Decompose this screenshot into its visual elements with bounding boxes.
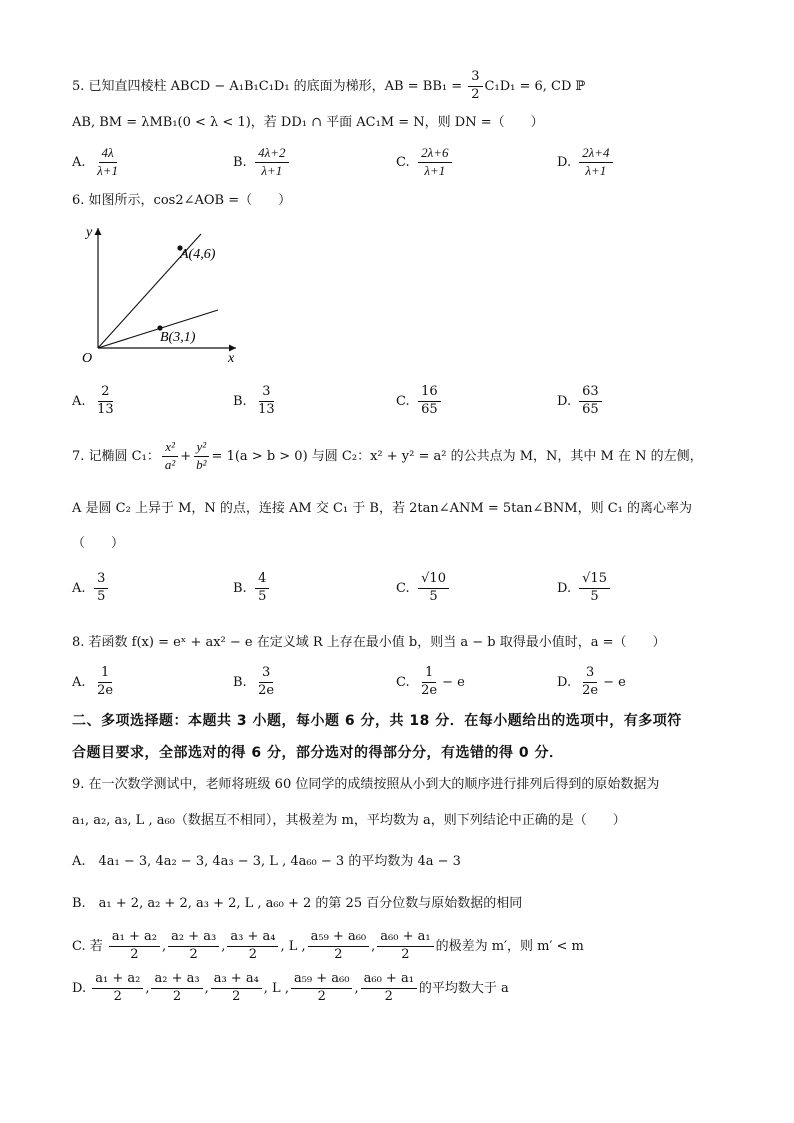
frac-den: 2 [334,946,343,962]
frac-den: 2 [401,946,410,962]
option-letter: D. [557,674,572,690]
frac-den: λ+1 [424,162,446,178]
option-fraction [418,666,440,699]
q7-line1-prefix: 7. 记椭圆 C₁： [72,448,160,464]
frac-num: 1 [98,666,112,683]
option-tail: − e [603,674,626,690]
frac-num: a₁ + a₂ [92,972,143,989]
option-fraction [94,666,116,699]
frac-den: 2 [113,988,122,1004]
frac-den: 5 [429,588,438,604]
frac-den: 2 [248,946,258,962]
q9-line2: a₁, a₂, a₃, L , a₆₀（数据互不相同），其极差为 m，平均数为 a，则下列结论中正确的是（ ） [72,813,626,828]
frac-num: a₁ + a₂ [109,930,160,947]
option-fraction [94,385,117,418]
frac-num: a₆₀ + a₁ [377,930,433,947]
frac-num: 4λ [99,146,117,163]
ellipsis: , L , [280,938,306,954]
q9-line1: 9. 在一次数学测试中，老师将班级 60 位同学的成绩按照从小到大的顺序进行排列后得到的原始数据为 [72,777,660,792]
frac-den: 2 [232,988,241,1004]
option-fraction [255,572,269,605]
frac-den: 2e [97,682,114,698]
q7-option-a [72,572,110,605]
option-fraction [579,572,610,605]
q7-option-b [233,572,271,605]
q5-line1-tail: C₁D₁ = 6, CD ℙ [484,78,586,94]
frac-den: 13 [97,401,114,417]
q6-option-a [72,385,119,418]
option-letter: B. [233,154,247,170]
option-fraction [579,385,602,418]
option-letter: D. [557,154,572,170]
origin-label: O [82,351,93,366]
option-fraction [418,146,451,179]
section2-heading-line1: 二、多项选择题：本题共 3 小题，每小题 6 分，共 18 分．在每小题给出的选项中，有多项符 [72,713,682,729]
q7-line1-suffix: = 1(a > b > 0) 与圆 C₂：x² + y² = a² 的公共点为 M，N，其中 M 在 N 的左侧， [211,448,703,464]
q6-option-d [557,385,604,418]
option-letter: C. [396,580,410,596]
y-axis-label: y [86,225,93,240]
frac-num: 4λ+2 [255,146,288,163]
option-fraction [255,666,277,699]
option-letter: B. [233,580,247,596]
frac-num: 2λ+4 [579,146,612,163]
frac-num: a₆₀ + a₁ [361,972,417,989]
option-fraction [255,385,278,418]
ellipsis: , L , [263,980,289,996]
q7-x-frac [162,440,178,473]
frac-den: 13 [258,401,275,417]
frac-den: 2 [189,946,198,962]
q5-frac-num: 3 [468,70,482,87]
option-fraction [94,146,121,179]
frac-den: 2e [421,682,438,698]
q5-option-d [557,146,615,179]
q5-line1-text: 5. 已知直四棱柱 ABCD − A₁B₁C₁D₁ 的底面为梯形，AB = BB₁ = [72,78,467,94]
x-axis-label: x [228,351,235,366]
q7-line3: （ ） [72,536,125,551]
frac-num: 3 [259,385,273,402]
frac-item [291,972,353,1005]
option-fraction [94,572,108,605]
frac-num: a₂ + a₃ [151,972,202,989]
frac-den: 65 [582,401,599,417]
q8-option-b [233,666,279,699]
frac-item [227,930,278,963]
frac-num: 2 [98,385,112,402]
frac-num: a₃ + a₄ [211,972,262,989]
q9-option-d: D. $\frac{\text{a₁ + a₂}}{2}$ , $\frac{\text{a₂ + a₃}}{2}$ , $\frac{\text{a₃ + a₄}}{2}$ , L , $\frac{\text{a₅₉ + a₆₀}}{2}$ , $\frac{\text{a₆₀ + a₁}}{2}$ 的平均数大于 a [72,971,509,1004]
q6-text: 6. 如图所示，cos2∠AOB =（ ） [72,193,292,208]
q5-option-a [72,146,123,179]
frac-item [361,972,417,1005]
frac-den: λ+1 [97,162,119,178]
frac-num: 2λ+6 [418,146,451,163]
q5-frac-den: 2 [471,86,480,102]
frac-num: x² [162,440,178,457]
option-letter: A. [72,154,86,170]
option-fraction [579,146,612,179]
frac-item [168,930,219,963]
q7-line1: 7. 记椭圆 C₁： $\frac{\text{x²}}{\text{a²}}$ + $\frac{\text{y²}}{\text{b²}}$ = 1(a > b > 0) 与圆 C₂：x² + y² = a² 的公共点为 M，N，其中 M 在 N 的左侧， [72,439,703,472]
q8-option-c [396,666,465,699]
frac-num: √10 [418,572,449,589]
frac-item [211,972,262,1005]
q9-option-a: A. 4a₁ − 3, 4a₂ − 3, 4a₃ − 3, L , 4a₆₀ − 3 的平均数为 4a − 3 [72,854,461,869]
q9-option-b: B. a₁ + 2, a₂ + 2, a₃ + 2, L , a₆₀ + 2 的第 25 百分位数与原始数据的相同 [72,896,523,911]
frac-num: a₂ + a₃ [168,930,219,947]
frac-den: a² [164,456,176,472]
frac-den: b² [196,456,207,472]
frac-item [92,972,143,1005]
section2-heading-line2: 合题目要求，全部选对的得 6 分，部分选对的得部分分，有选错的得 0 分． [72,745,564,761]
option-d-suffix: 的平均数大于 a [418,980,509,996]
frac-den: 65 [421,401,438,417]
frac-num: 3 [94,572,108,589]
q5-option-b [233,146,291,179]
frac-item [377,930,433,963]
option-fraction [418,385,441,418]
frac-num: 4 [255,572,269,589]
q6-option-b [233,385,280,418]
option-d-prefix: D. [72,980,87,996]
option-fraction [418,572,449,605]
point-a-label: A(4,6) [180,247,216,262]
q7-option-d [557,572,612,605]
q8-text: 8. 若函数 f(x) = eˣ + ax² − e 在定义域 R 上存在最小值 b，则当 a − b 取得最小值时，a =（ ） [72,635,666,650]
option-letter: D. [557,580,572,596]
frac-num: √15 [579,572,610,589]
frac-num: 16 [418,385,441,402]
frac-item [151,972,202,1005]
q5-line1 [72,70,585,103]
option-letter: B. [233,393,247,409]
frac-num: 1 [422,666,436,683]
frac-item [109,930,160,963]
frac-den: 2e [258,682,275,698]
frac-den: 2 [317,988,326,1004]
frac-num: a₃ + a₄ [227,930,278,947]
frac-num: 63 [579,385,602,402]
q5-option-c [396,146,454,179]
q5-line2: AB, BM = λMB₁(0 < λ < 1)，若 DD₁ ∩ 平面 AC₁M = N，则 DN =（ ） [72,115,544,130]
frac-num: a₅₉ + a₆₀ [291,972,353,989]
frac-den: 2 [130,946,139,962]
option-letter: C. [396,674,410,690]
frac-den: 5 [258,588,267,604]
option-fraction [579,666,601,699]
q9-option-c: C. 若 $\frac{\text{a₁ + a₂}}{2}$ , $\frac{\text{a₂ + a₃}}{2}$ , $\frac{\text{a₃ + a₄}}{2}$ , L , $\frac{\text{a₅₉ + a₆₀}}{2}$ , $\frac{\text{a₆₀ + a₁}}{2}$ 的极差为 m′，则 m′ < m [72,929,584,962]
option-letter: C. [396,154,410,170]
option-tail: − e [442,674,465,690]
point-b-label: B(3,1) [160,330,196,345]
frac-den: λ+1 [261,162,283,178]
frac-den: 2e [582,682,599,698]
option-c-suffix: 的极差为 m′，则 m′ < m [435,938,584,954]
frac-num: 3 [583,666,597,683]
q6-option-c [396,385,443,418]
option-c-prefix: C. 若 [72,938,103,954]
frac-den: 2 [172,988,182,1004]
q7-line2: A 是圆 C₂ 上异于 M，N 的点，连接 AM 交 C₁ 于 B，若 2tan∠ANM = 5tan∠BNM，则 C₁ 的离心率为 [72,501,693,516]
option-letter: A. [72,393,86,409]
q5-fraction [468,70,482,103]
q7-y-frac [193,440,209,473]
q6-figure [76,222,256,370]
option-letter: D. [557,393,572,409]
option-letter: C. [396,393,410,409]
frac-den: λ+1 [585,162,607,178]
frac-den: 2 [384,988,393,1004]
frac-den: 5 [97,588,106,604]
option-fraction [255,146,288,179]
option-letter: B. [233,674,247,690]
option-letter: A. [72,580,86,596]
frac-den: 5 [590,588,599,604]
frac-num: a₅₉ + a₆₀ [308,930,370,947]
frac-num: y² [194,440,210,457]
option-letter: A. [72,674,86,690]
q7-option-c [396,572,451,605]
frac-num: 3 [259,666,273,683]
q8-option-d [557,666,626,699]
frac-item [308,930,370,963]
q8-option-a [72,666,118,699]
